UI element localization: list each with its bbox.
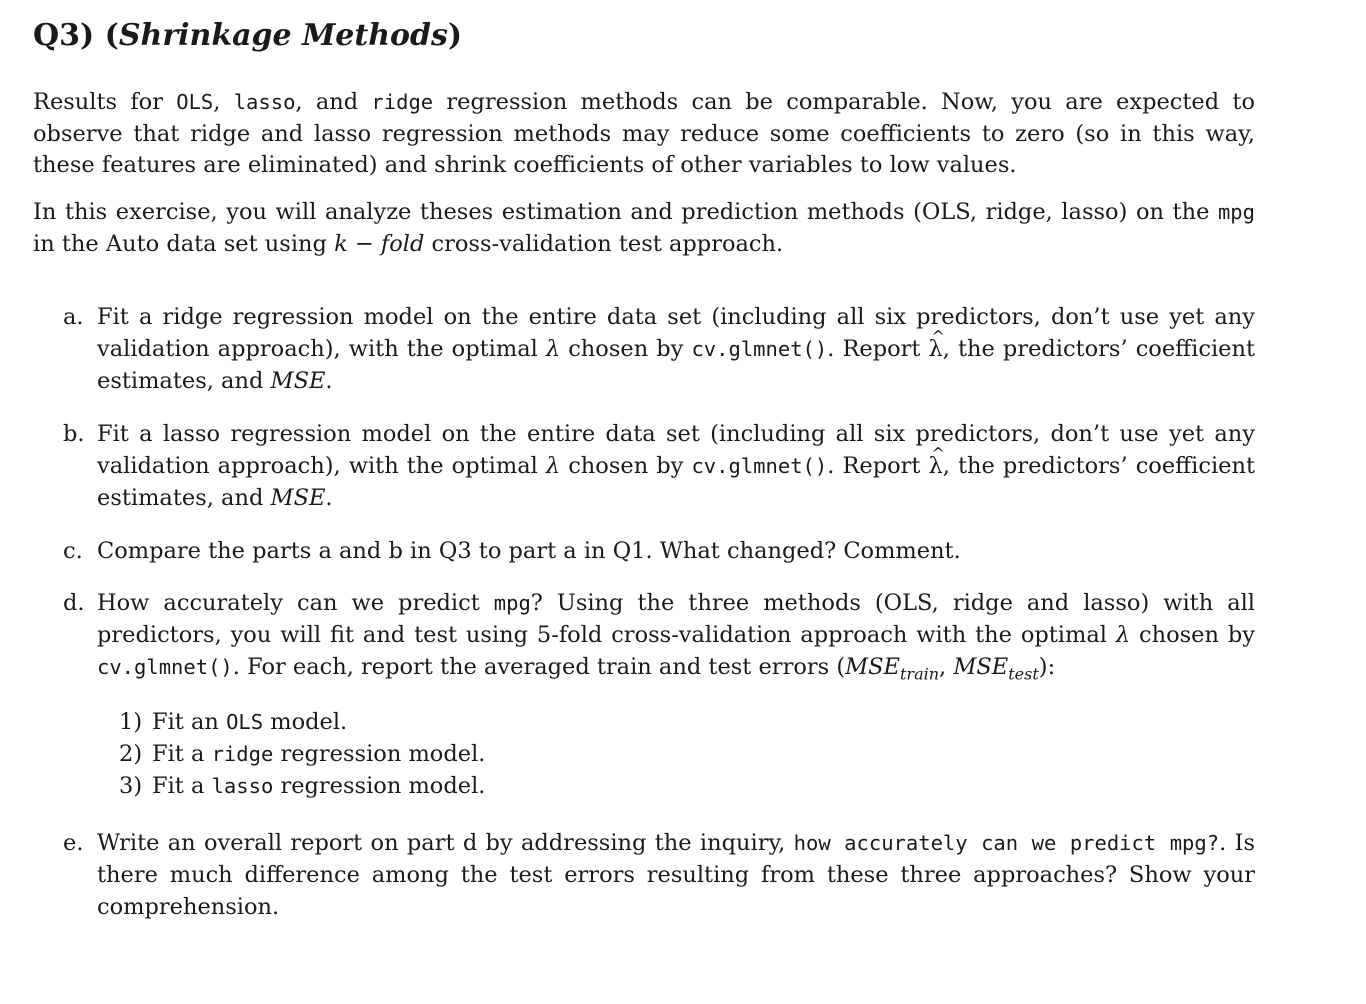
item-label: c. bbox=[63, 538, 83, 564]
question-item-d: d. How accurately can we predict mpg? Using the three methods (OLS, ridge and lasso) with all predictors, you will fit and test using 5-fold cross-validation approach with the optimal λ chosen by cv.glmnet(). For each, report the averaged train and test errors ($MSE_{train}$, $MSE_{test}$): bbox=[97, 587, 1255, 691]
subitem-3: 3) Fit a lasso regression model. bbox=[119, 773, 486, 799]
intro-paragraph-1: Results for OLS, lasso, and ridge regression methods can be comparable. Now, you are expected to observe that ridge and lasso regression methods may reduce some coefficients to zero (so in this way, these features are eliminated) and shrink coefficients of other variables to low values. bbox=[33, 89, 1256, 178]
question-item-e: e. Write an overall report on part d by addressing the inquiry, how accurately can we predict mpg?. Is there much difference among the test errors resulting from these three approaches? Show your comprehension. bbox=[97, 827, 1255, 923]
question-item-b: b. Fit a lasso regression model on the entire data set (including all six predictors, don’t use yet any validation approach), with the optimal λ chosen by cv.glmnet(). Report λ ^, the predictors’ coefficient estimates, and MSE. bbox=[97, 418, 1255, 514]
intro-paragraph-2: In this exercise, you will analyze theses estimation and prediction methods (OLS, ridge, lasso) on the mpg in the Auto data set using k − fold cross-validation test approach. bbox=[33, 199, 1255, 257]
item-label: a. bbox=[63, 304, 84, 330]
section-title-emphasis: Shrinkage Methods bbox=[118, 18, 448, 53]
item-label: d. bbox=[63, 590, 85, 616]
subitem-1: 1) Fit an OLS model. bbox=[119, 709, 348, 735]
subitem-2: 2) Fit a ridge regression model. bbox=[119, 741, 486, 767]
question-item-a: a. Fit a ridge regression model on the entire data set (including all six predictors, don’t use yet any validation approach), with the optimal λ chosen by cv.glmnet(). Report λ ^, the predictors’ coefficient estimates, and MSE. bbox=[97, 301, 1255, 397]
lambda-hat-symbol: λ ^ bbox=[929, 333, 943, 365]
lambda-hat-symbol: λ ^ bbox=[929, 450, 943, 482]
item-label: e. bbox=[63, 830, 84, 856]
section-title: Q3) (Shrinkage Methods) bbox=[33, 18, 463, 53]
item-label: b. bbox=[63, 421, 85, 447]
question-item-c: c. Compare the parts a and b in Q3 to part a in Q1. What changed? Comment. bbox=[97, 535, 1255, 567]
